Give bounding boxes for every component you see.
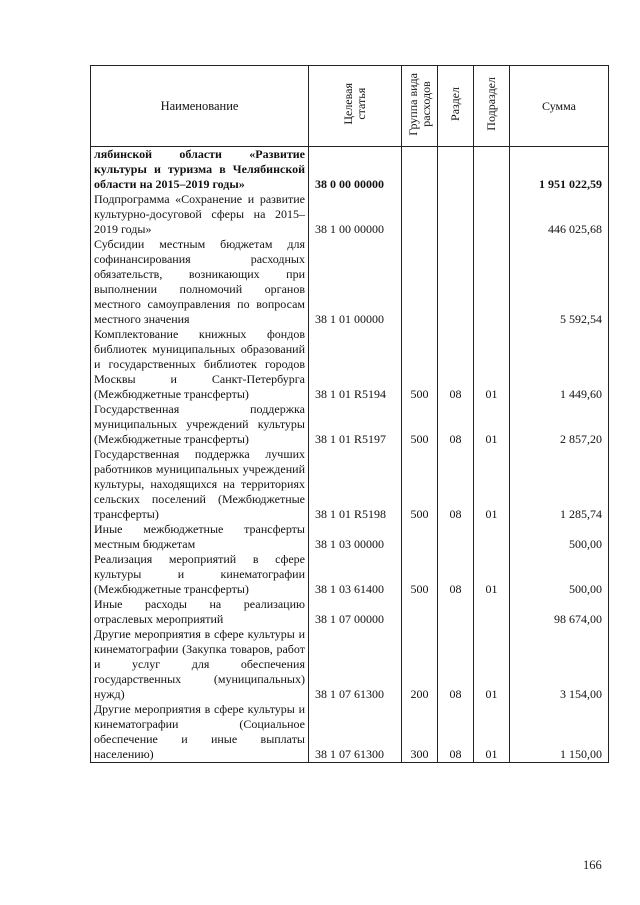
row-target-article: 38 1 07 61300 (309, 702, 402, 763)
header-name: Наименование (91, 66, 309, 147)
row-section (438, 192, 474, 237)
row-target-article: 38 0 00 00000 (309, 147, 402, 193)
row-name: Иные межбюджетные трансферты местным бюджетам (91, 522, 309, 552)
header-subsection: Подраздел (474, 66, 510, 147)
header-target-article: Целевая статья (309, 66, 402, 147)
row-target-article: 38 1 01 R5194 (309, 327, 402, 402)
row-subsection: 01 (474, 327, 510, 402)
row-target-article: 38 1 03 00000 (309, 522, 402, 552)
table-row (91, 702, 609, 763)
row-name: Другие мероприятия в сфере культуры и кинематографии (Закупка товаров, работ и услуг для обеспечения государственных (муниципальных) нужд) (91, 627, 309, 702)
row-section: 08 (438, 327, 474, 402)
row-expense-group: 500 (402, 402, 438, 447)
row-amount: 1 449,60 (510, 327, 609, 402)
header-section: Раздел (438, 66, 474, 147)
table-row (91, 327, 609, 402)
row-amount: 98 674,00 (510, 597, 609, 627)
row-subsection: 01 (474, 402, 510, 447)
row-expense-group: 500 (402, 552, 438, 597)
table-row (91, 522, 609, 552)
row-expense-group (402, 147, 438, 193)
row-target-article: 38 1 01 00000 (309, 237, 402, 327)
table-row (91, 147, 609, 193)
row-amount: 1 150,00 (510, 702, 609, 763)
row-amount: 500,00 (510, 522, 609, 552)
header-expense-group: Группа вида расходов (402, 66, 438, 147)
row-subsection (474, 597, 510, 627)
row-section (438, 522, 474, 552)
table-row (91, 447, 609, 522)
row-subsection (474, 147, 510, 193)
row-amount: 1 951 022,59 (510, 147, 609, 193)
header-amount: Сумма (510, 66, 609, 147)
row-section: 08 (438, 402, 474, 447)
row-subsection (474, 192, 510, 237)
row-expense-group (402, 192, 438, 237)
row-expense-group: 200 (402, 627, 438, 702)
row-name: Реализация мероприятий в сфере культуры и кинематографии (Межбюджетные трансферты) (91, 552, 309, 597)
budget-table (90, 65, 609, 763)
row-name: Другие мероприятия в сфере культуры и кинематографии (Социальное обеспечение и иные выплаты населению) (91, 702, 309, 763)
row-subsection: 01 (474, 627, 510, 702)
row-subsection: 01 (474, 447, 510, 522)
row-target-article: 38 1 03 61400 (309, 552, 402, 597)
row-section: 08 (438, 447, 474, 522)
row-subsection: 01 (474, 702, 510, 763)
row-target-article: 38 1 01 R5198 (309, 447, 402, 522)
row-target-article: 38 1 07 00000 (309, 597, 402, 627)
row-name: Субсидии местным бюджетам для софинансирования расходных обязательств, возникающих при выполнении полномочий органов местного самоуправления по вопросам местного значения (91, 237, 309, 327)
row-amount: 1 285,74 (510, 447, 609, 522)
row-name: Подпрограмма «Сохранение и развитие культурно-досуговой сферы на 2015–2019 годы» (91, 192, 309, 237)
row-section (438, 147, 474, 193)
row-expense-group (402, 597, 438, 627)
row-amount: 3 154,00 (510, 627, 609, 702)
row-expense-group (402, 237, 438, 327)
row-expense-group (402, 522, 438, 552)
row-section (438, 237, 474, 327)
row-expense-group: 500 (402, 327, 438, 402)
row-subsection (474, 522, 510, 552)
row-section: 08 (438, 702, 474, 763)
table-row (91, 192, 609, 237)
row-amount: 500,00 (510, 552, 609, 597)
page-number: 166 (583, 858, 602, 872)
row-section: 08 (438, 627, 474, 702)
row-section: 08 (438, 552, 474, 597)
table-row (91, 597, 609, 627)
row-amount: 2 857,20 (510, 402, 609, 447)
table-row (91, 237, 609, 327)
row-section (438, 597, 474, 627)
row-name: Иные расходы на реализацию отраслевых мероприятий (91, 597, 309, 627)
row-amount: 5 592,54 (510, 237, 609, 327)
table-row (91, 402, 609, 447)
row-subsection (474, 237, 510, 327)
row-expense-group: 500 (402, 447, 438, 522)
row-name: Государственная поддержка муниципальных учреждений культуры (Межбюджетные трансферты) (91, 402, 309, 447)
row-target-article: 38 1 07 61300 (309, 627, 402, 702)
table-row (91, 627, 609, 702)
row-expense-group: 300 (402, 702, 438, 763)
row-name: лябинской области «Развитие культуры и туризма в Челябинской области на 2015–2019 годы» (91, 147, 309, 193)
row-target-article: 38 1 00 00000 (309, 192, 402, 237)
table-body (91, 147, 609, 763)
table-header-row (91, 66, 609, 147)
row-name: Комплектование книжных фондов библиотек муниципальных образований и государственных библиотек городов Москвы и Санкт-Петербурга (Межбюджетные трансферты) (91, 327, 309, 402)
table-row (91, 552, 609, 597)
row-subsection: 01 (474, 552, 510, 597)
row-amount: 446 025,68 (510, 192, 609, 237)
row-name: Государственная поддержка лучших работников муниципальных учреждений культуры, находящихся на территориях сельских поселений (Межбюджетные трансферты) (91, 447, 309, 522)
row-target-article: 38 1 01 R5197 (309, 402, 402, 447)
